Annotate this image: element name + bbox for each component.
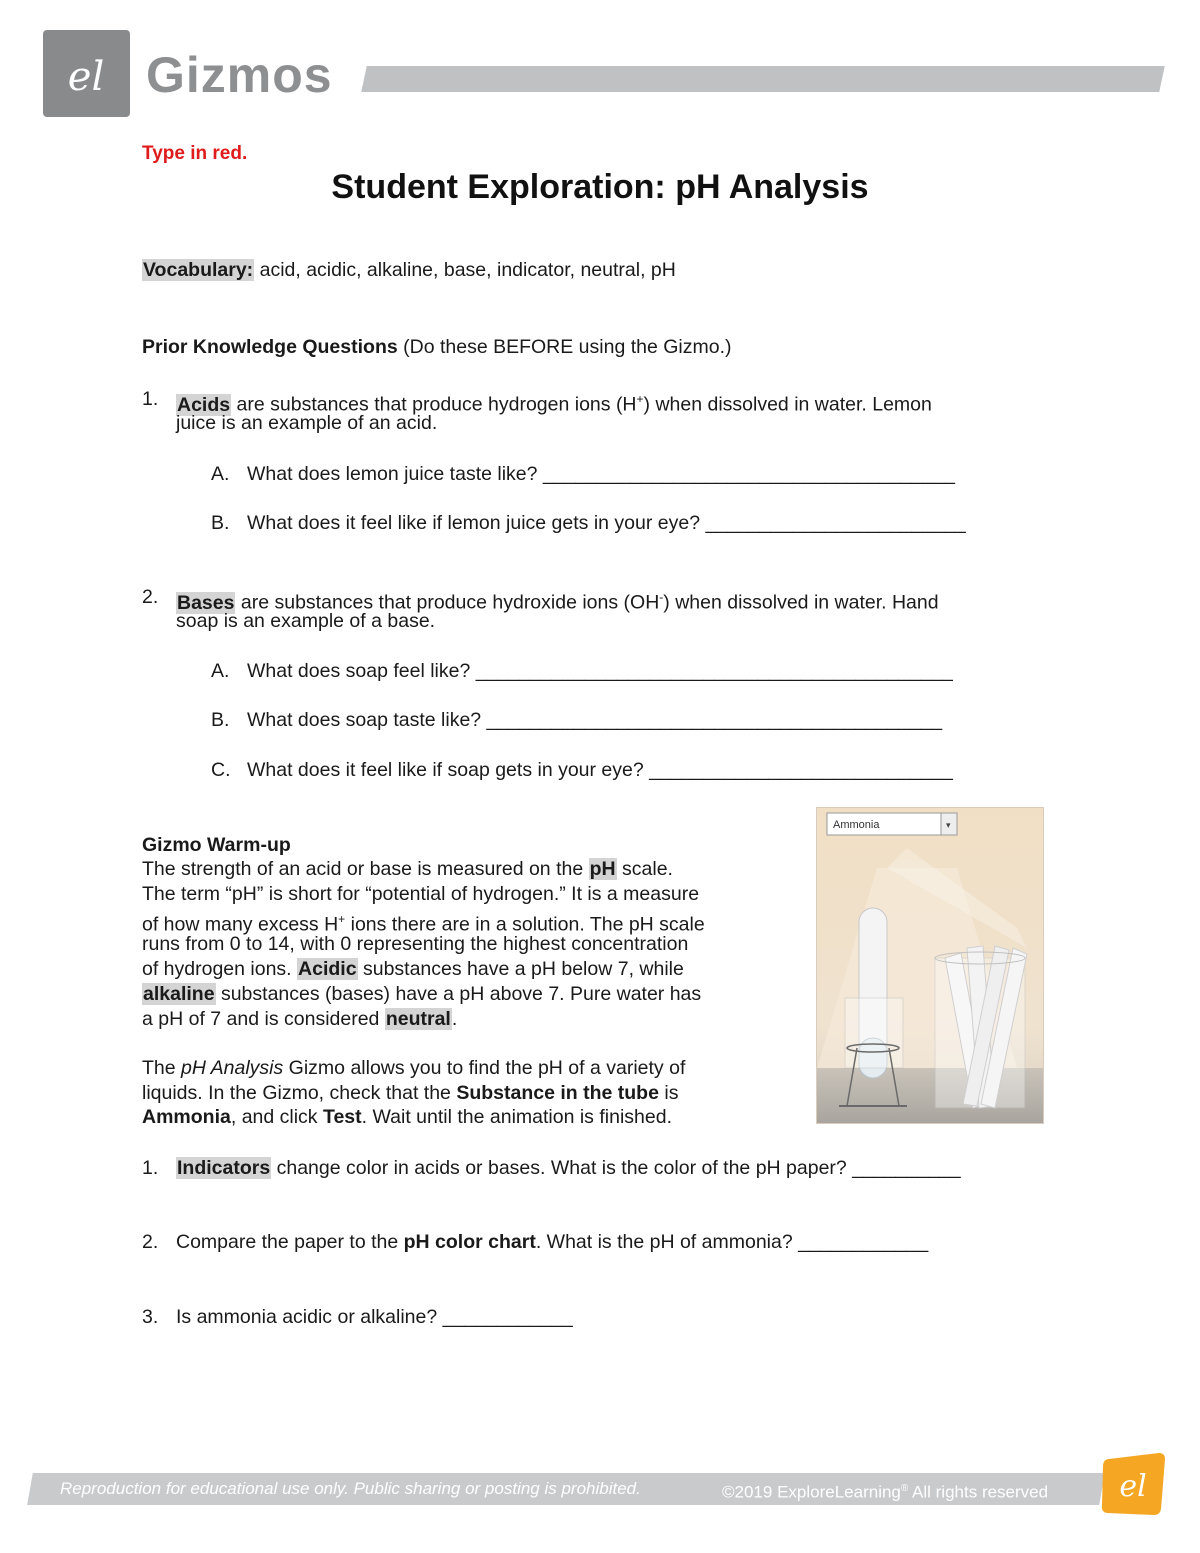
ph-paper-beaker (935, 946, 1027, 1108)
superscript-plus: + (636, 392, 644, 406)
svg-text:Ammonia: Ammonia (833, 819, 880, 831)
warmup-text: substances (bases) have a pH above 7. Pure water has (215, 983, 702, 1005)
q2a-question[interactable]: What does soap feel like? ____________________________________________ (247, 660, 953, 682)
vocabulary-label: Vocabulary: (143, 259, 254, 281)
el-logo-icon (43, 30, 130, 117)
q2c-letter: C. (211, 759, 231, 781)
warmup-p2-line1 (142, 1056, 685, 1081)
prior-q1-line2: juice is an example of an acid. (176, 412, 438, 434)
warmup-text: ions there are in a solution. The pH scale (345, 913, 705, 936)
warmup-q3-number: 3. (142, 1306, 159, 1328)
warmup-q2-text[interactable] (176, 1230, 928, 1255)
warmup-text: The strength of an acid or base is measured on the (142, 858, 589, 880)
prior-q1-text-a: are substances that produce hydrogen ions (H (231, 393, 637, 416)
term-neutral: neutral (385, 1008, 451, 1030)
warmup-q2-number: 2. (142, 1231, 159, 1253)
substance-dropdown[interactable] (827, 813, 957, 835)
type-in-red-note: Type in red. (142, 143, 248, 164)
vocabulary-terms: acid, acidic, alkaline, base, indicator, neutral, pH (254, 259, 676, 281)
q2a-letter: A. (211, 660, 230, 682)
q1a-question[interactable]: What does lemon juice taste like? ______________________________________ (247, 463, 956, 485)
page-title: Student Exploration: pH Analysis (331, 168, 869, 206)
warmup-text: of hydrogen ions. (142, 958, 298, 980)
gizmo-name: pH Analysis (181, 1057, 284, 1079)
term-ph-color-chart: pH color chart (403, 1231, 536, 1253)
term-acids: Acids (177, 393, 231, 416)
explorelearning-logo (43, 30, 130, 117)
term-acidic: Acidic (298, 958, 357, 980)
warmup-text: . Wait until the animation is finished. (361, 1106, 672, 1128)
copyright-text: ©2019 ExploreLearning (722, 1482, 901, 1502)
warmup-text: a pH of 7 and is considered (142, 1008, 385, 1030)
term-indicators: Indicators (177, 1157, 271, 1179)
warmup-heading: Gizmo Warm-up (142, 834, 291, 856)
superscript-minus: - (659, 590, 664, 604)
warmup-p1-line5 (142, 957, 684, 982)
header-bar (361, 66, 1165, 92)
footer-reproduction-notice: Reproduction for educational use only. Public sharing or posting is prohibited. (60, 1479, 641, 1498)
prior-q2-number: 2. (142, 586, 159, 608)
warmup-q1-body: change color in acids or bases. What is the color of the pH paper? __________ (271, 1157, 961, 1179)
warmup-q3-text[interactable]: Is ammonia acidic or alkaline? ____________ (176, 1306, 573, 1328)
prior-heading: Prior Knowledge Questions (142, 336, 398, 358)
chevron-down-icon: ▾ (946, 820, 951, 830)
superscript-plus: + (338, 912, 346, 926)
warmup-text: substances have a pH below 7, while (357, 958, 684, 980)
registered-mark: ® (900, 1483, 909, 1494)
warmup-q2-body: . What is the pH of ammonia? ____________ (535, 1231, 929, 1253)
warmup-p1-line4: runs from 0 to 14, with 0 representing the highest concentration (142, 933, 689, 955)
warmup-p1-line6 (142, 982, 701, 1007)
warmup-p1-line1 (142, 857, 673, 882)
warmup-text: The (142, 1057, 182, 1079)
prior-q1-text-b: ) when dissolved in water. Lemon (643, 393, 932, 416)
prior-q1-number: 1. (142, 388, 159, 410)
rights-text: All rights reserved (908, 1482, 1049, 1502)
svg-text:el: el (67, 54, 105, 100)
term-alkaline: alkaline (143, 983, 215, 1005)
term-ph: pH (589, 858, 616, 880)
warmup-text: is (658, 1082, 679, 1104)
test-bold: Test (322, 1106, 362, 1128)
q2c-question[interactable]: What does it feel like if soap gets in your eye? ____________________________ (247, 759, 953, 781)
ammonia-bold: Ammonia (142, 1106, 231, 1128)
warmup-text: Gizmo allows you to find the pH of a variety of (283, 1057, 686, 1079)
prior-knowledge-heading (142, 335, 732, 360)
q1b-question[interactable]: What does it feel like if lemon juice gets in your eye? ________________________ (247, 512, 966, 534)
warmup-text: , and click (230, 1106, 323, 1128)
warmup-p2-line3 (142, 1105, 672, 1130)
term-bases: Bases (177, 591, 235, 614)
prior-q2-line2: soap is an example of a base. (176, 610, 436, 632)
substance-in-tube: Substance in the tube (456, 1082, 659, 1104)
brand-title: Gizmos (146, 47, 333, 103)
svg-text:el: el (1119, 1469, 1147, 1504)
warmup-text: . (451, 1008, 458, 1030)
prior-q2-text-b: ) when dissolved in water. Hand (663, 591, 939, 614)
vocabulary-line (142, 258, 676, 283)
warmup-q2-pre: Compare the paper to the (176, 1231, 404, 1253)
q1b-letter: B. (211, 512, 230, 534)
warmup-p1-line7 (142, 1007, 457, 1032)
q1a-letter: A. (211, 463, 230, 485)
warmup-p2-line2 (142, 1081, 678, 1106)
warmup-text: scale. (616, 858, 673, 880)
gizmo-screenshot (816, 807, 1044, 1124)
warmup-q1-number: 1. (142, 1157, 159, 1179)
footer-el-logo-icon (1097, 1449, 1169, 1519)
q2b-letter: B. (211, 709, 230, 731)
q2b-question[interactable]: What does soap taste like? __________________________________________ (247, 709, 943, 731)
warmup-text: liquids. In the Gizmo, check that the (142, 1082, 457, 1104)
warmup-text: of how many excess H (142, 913, 339, 936)
prior-q2-text-a: are substances that produce hydroxide ions (OH (235, 591, 660, 614)
warmup-q1-text[interactable] (176, 1156, 961, 1181)
warmup-p1-line2: The term “pH” is short for “potential of hydrogen.” It is a measure (142, 883, 700, 905)
prior-note: (Do these BEFORE using the Gizmo.) (397, 336, 732, 358)
footer-copyright (722, 1479, 1048, 1503)
